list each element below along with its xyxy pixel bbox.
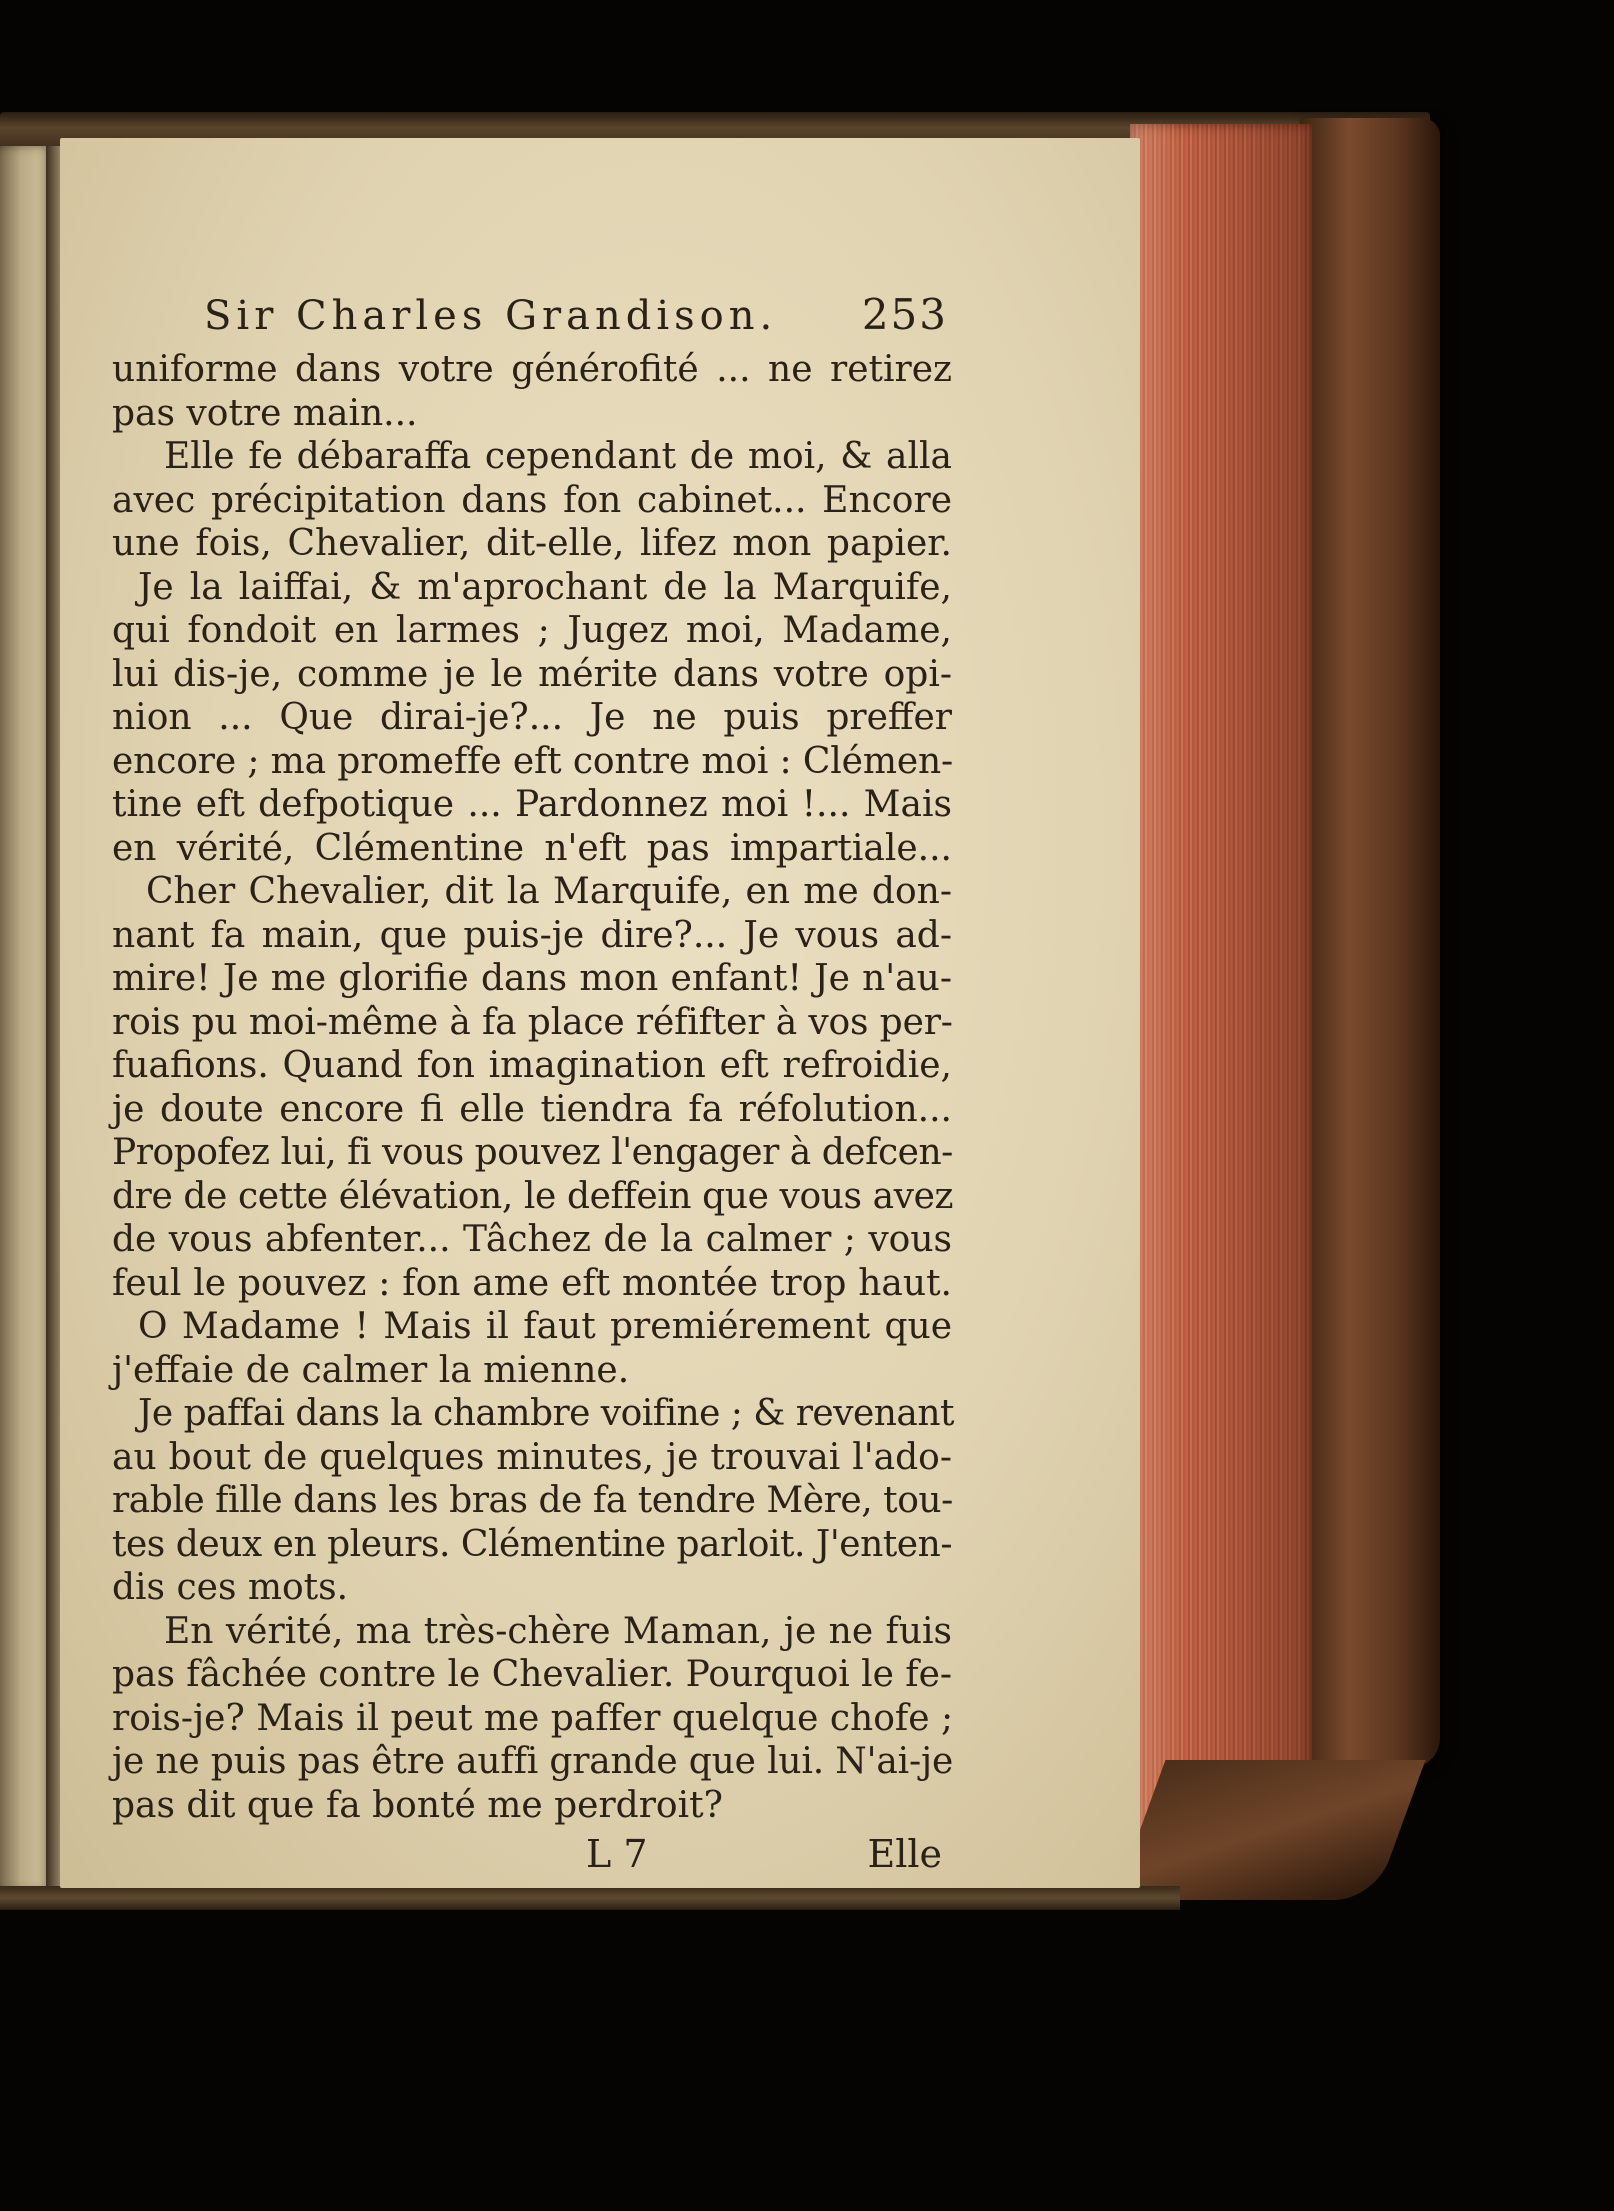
text-line-content: Je paffai dans la chambre voifine ; & revenant — [138, 1393, 954, 1434]
body-text — [112, 348, 952, 1827]
text-line-content: dis ces mots. — [112, 1567, 349, 1608]
text-line-content: en vérité, Clémentine n'eft pas impartiale... — [112, 827, 952, 869]
text-line — [112, 1349, 952, 1393]
text-line — [112, 435, 952, 479]
text-line — [112, 696, 952, 740]
text-line-content: avec précipitation dans fon cabinet... Encore — [112, 479, 952, 521]
text-line-content: nant fa main, que puis-je dire?... Je vous ad- — [112, 914, 952, 956]
text-line-content: au bout de quelques minutes, je trouvai l'ado- — [112, 1436, 952, 1478]
text-line-content: pas votre main... — [112, 392, 418, 434]
page-edges-shading — [1130, 124, 1312, 1894]
text-line-content: je doute encore fi elle tiendra fa réfolution... — [112, 1088, 952, 1130]
text-line — [112, 1697, 952, 1741]
text-line — [112, 653, 952, 697]
text-line-content: O Madame ! Mais il faut premiérement que — [138, 1306, 952, 1347]
text-line — [112, 1566, 952, 1610]
text-line-content: nion ... Que dirai-je?... Je ne puis preffer — [112, 697, 952, 738]
text-line — [112, 1523, 952, 1567]
text-line — [112, 479, 952, 523]
text-line-content: rois-je? Mais il peut me paffer quelque chofe ; — [112, 1697, 954, 1739]
text-line-content: je ne puis pas être auffi grande que lui. N'ai-je — [112, 1741, 954, 1782]
text-line — [112, 522, 952, 566]
text-line-content: Elle fe débaraffa cependant de moi, & alla — [164, 436, 952, 477]
left-page-sliver — [0, 146, 52, 1891]
text-line-content: feul le pouvez : fon ame eft montée trop haut. — [112, 1262, 952, 1304]
text-line-content: uniforme dans votre générofité ... ne retirez — [112, 349, 952, 390]
back-cover — [1300, 118, 1440, 1768]
text-line-content: mire! Je me glorifie dans mon enfant! Je n'au- — [112, 958, 952, 999]
text-line — [112, 1305, 952, 1349]
text-line-content: tine eft defpotique ... Pardonnez moi !... Mais — [112, 784, 952, 825]
text-line-content: dre de cette élévation, le deffein que vous avez — [112, 1175, 954, 1217]
text-line — [112, 1479, 952, 1523]
text-line — [112, 1175, 952, 1219]
text-line — [112, 566, 952, 610]
text-line — [112, 870, 952, 914]
text-line — [112, 957, 952, 1001]
text-line-content: En vérité, ma très-chère Maman, je ne fuis — [164, 1610, 952, 1652]
text-line-content: Propofez lui, fi vous pouvez l'engager à defcen- — [112, 1132, 953, 1173]
text-line-content: pas dit que fa bonté me perdroit? — [112, 1784, 723, 1826]
page-number: 253 — [861, 290, 948, 339]
text-line — [112, 1044, 952, 1088]
text-line-content: fuafions. Quand fon imagination eft refroidie, — [112, 1045, 952, 1086]
text-line — [112, 609, 952, 653]
text-line — [112, 348, 952, 392]
signature-mark: L 7 — [586, 1832, 648, 1876]
text-line — [112, 392, 952, 436]
cover-corner — [1115, 1760, 1426, 1900]
text-line — [112, 1131, 952, 1175]
text-line-content: rable fille dans les bras de fa tendre Mère, tou- — [112, 1480, 953, 1521]
running-head — [112, 282, 952, 348]
text-line-content: rois pu moi-même à fa place réfifter à vos per- — [112, 1001, 953, 1043]
text-line-content: encore ; ma promeffe eft contre moi : Clémen- — [112, 740, 954, 782]
book-cover-bottom-edge — [0, 1886, 1180, 1910]
text-line — [112, 827, 952, 871]
text-line — [112, 1610, 952, 1654]
page-text-block — [112, 282, 952, 1881]
running-head-title: Sir Charles Grandison. — [204, 293, 778, 339]
text-line — [112, 1653, 952, 1697]
text-line — [112, 1001, 952, 1045]
text-line — [112, 914, 952, 958]
text-line-content: Je la laiffai, & m'aprochant de la Marquife, — [138, 566, 952, 608]
text-line — [112, 1436, 952, 1480]
text-line-content: une fois, Chevalier, dit-elle, lifez mon papier. — [112, 523, 952, 564]
text-line — [112, 1392, 952, 1436]
text-line-content: pas fâchée contre le Chevalier. Pourquoi le fe- — [112, 1654, 952, 1695]
text-line — [112, 1262, 952, 1306]
text-line-content: j'effaie de calmer la mienne. — [112, 1349, 630, 1391]
page-footer — [112, 1827, 952, 1881]
text-line-content: de vous abfenter... Tâchez de la calmer ; vous — [112, 1219, 952, 1260]
text-line-content: qui fondoit en larmes ; Jugez moi, Madame, — [112, 610, 952, 651]
text-line — [112, 1088, 952, 1132]
text-line — [112, 1784, 952, 1828]
text-line-content: lui dis-je, comme je le mérite dans votre opi- — [112, 653, 952, 695]
text-line-content: tes deux en pleurs. Clémentine parloit. J'enten- — [112, 1523, 952, 1565]
text-line — [112, 1740, 952, 1784]
text-line — [112, 783, 952, 827]
text-line — [112, 740, 952, 784]
text-line — [112, 1218, 952, 1262]
text-line-content: Cher Chevalier, dit la Marquife, en me don- — [146, 871, 952, 912]
catchword: Elle — [867, 1832, 942, 1876]
